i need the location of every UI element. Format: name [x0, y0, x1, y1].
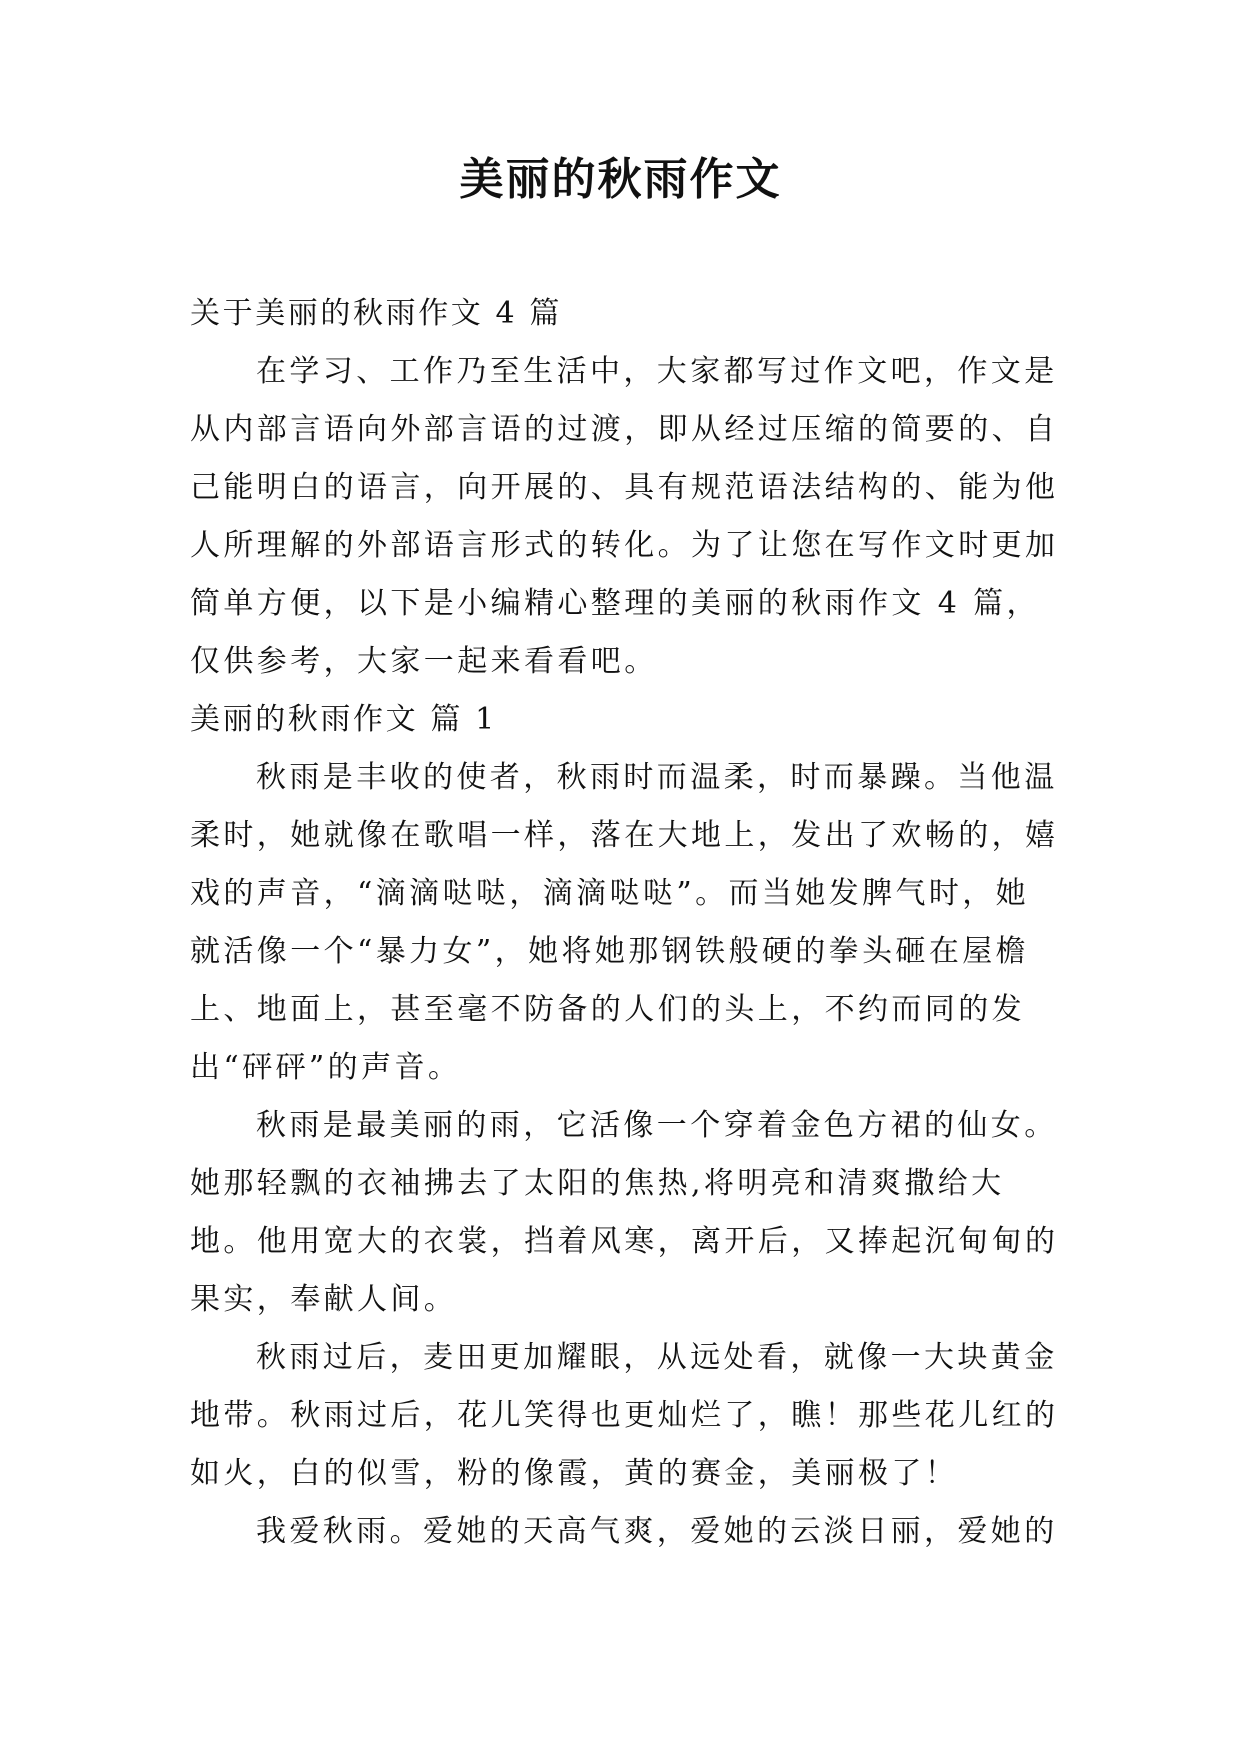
body-paragraph-2: 秋雨是最美丽的雨，它活像一个穿着金色方裙的仙女。她那轻飘的衣袖拂去了太阳的焦热,将明亮和清爽撒给大地。他用宽大的衣裳，挡着风寒，离开后，又捧起沉甸甸的果实，奉献人间。 — [190, 1108, 1059, 1317]
intro-paragraph: 在学习、工作乃至生活中，大家都写过作文吧，作文是从内部言语向外部言语的过渡，即从经过压缩的简要的、自己能明白的语言，向开展的、具有规范语法结构的、能为他人所理解的外部语言形式的转化。为了让您在写作文时更加简单方便，以下是小编精心整理的美丽的秋雨作文 4 篇，仅供参考，大家一起来看看吧。 — [190, 354, 1059, 679]
body-paragraph-3: 秋雨过后，麦田更加耀眼，从远处看，就像一大块黄金地带。秋雨过后，花儿笑得也更灿烂了，瞧！那些花儿红的如火，白的似雪，粉的像霞，黄的赛金，美丽极了！ — [190, 1340, 1059, 1491]
section-heading: 美丽的秋雨作文 篇 1 — [190, 702, 497, 737]
document-subtitle: 关于美丽的秋雨作文 4 篇 — [190, 296, 562, 331]
body-paragraph-1: 秋雨是丰收的使者，秋雨时而温柔，时而暴躁。当他温柔时，她就像在歌唱一样，落在大地上，发出了欢畅的，嬉戏的声音，“滴滴哒哒，滴滴哒哒”。而当她发脾气时，她就活像一个“暴力女”，她将她那钢铁般硬的拳头砸在屋檐上、地面上，甚至毫不防备的人们的头上，不约而同的发出“砰砰”的声音。 — [190, 760, 1059, 1085]
document-body — [190, 285, 1060, 1561]
body-paragraph-4: 我爱秋雨。爱她的天高气爽，爱她的云淡日丽，爱她的 — [256, 1514, 1058, 1549]
document-title: 美丽的秋雨作文 — [459, 154, 782, 205]
